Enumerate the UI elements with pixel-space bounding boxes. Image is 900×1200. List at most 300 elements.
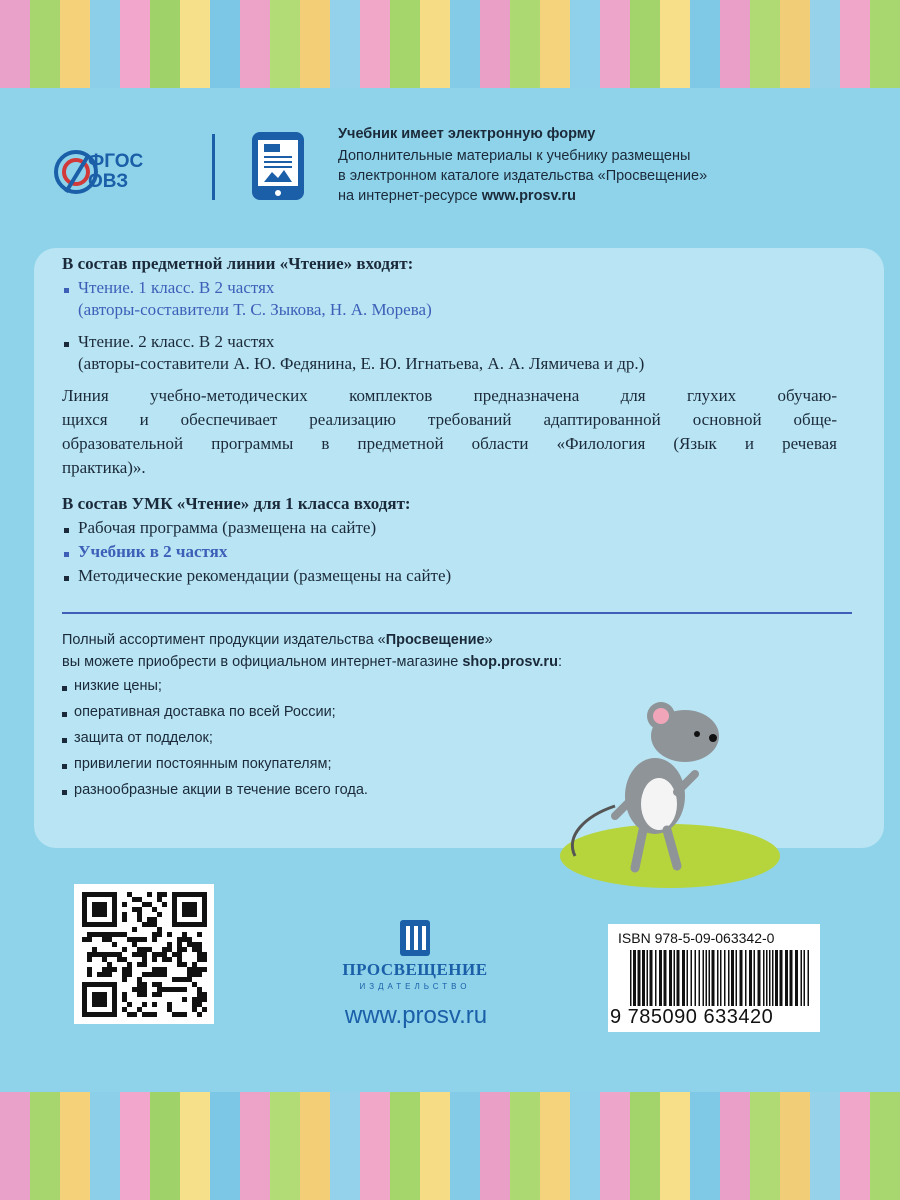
- fgos-line1: ФГОС: [88, 151, 144, 172]
- qr-module: [157, 982, 162, 987]
- qr-module: [102, 937, 107, 942]
- qr-module: [102, 932, 107, 937]
- barcode-bar: [647, 950, 649, 1006]
- stripe: [90, 1092, 120, 1200]
- qr-module: [167, 1002, 172, 1007]
- qr-module: [192, 967, 197, 972]
- stripe: [450, 0, 480, 88]
- qr-module: [182, 902, 197, 917]
- qr-module: [197, 967, 202, 972]
- stripe: [600, 1092, 630, 1200]
- qr-module: [162, 967, 167, 972]
- stripe: [810, 1092, 840, 1200]
- barcode-bar: [736, 950, 738, 1006]
- qr-module: [142, 972, 147, 977]
- qr-module: [137, 982, 142, 987]
- qr-module: [142, 1012, 147, 1017]
- stripe: [510, 0, 540, 88]
- barcode-bar: [808, 950, 810, 1006]
- stripe: [480, 1092, 510, 1200]
- barcode-bar: [706, 950, 708, 1006]
- qr-module: [137, 952, 142, 957]
- barcode-bar: [804, 950, 806, 1006]
- qr-module: [197, 1012, 202, 1017]
- qr-module: [162, 947, 167, 952]
- publisher-logo-icon: [330, 918, 500, 960]
- stripe: [0, 1092, 30, 1200]
- shop-url-link[interactable]: shop.prosv.ru: [462, 654, 558, 670]
- qr-module: [152, 907, 157, 912]
- qr-module: [107, 972, 112, 977]
- qr-module: [202, 1007, 207, 1012]
- barcode-bar: [795, 950, 798, 1006]
- qr-module: [92, 902, 107, 917]
- qr-module: [162, 902, 167, 907]
- qr-module: [102, 957, 107, 962]
- qr-module: [157, 897, 162, 902]
- umk-item-2: Учебник в 2 частях: [78, 542, 228, 561]
- qr-module: [197, 952, 202, 957]
- qr-module: [177, 937, 182, 942]
- stripe: [630, 1092, 660, 1200]
- qr-module: [142, 922, 147, 927]
- barcode-bar: [677, 950, 680, 1006]
- qr-module: [122, 977, 127, 982]
- qr-module: [142, 992, 147, 997]
- qr-module: [152, 957, 157, 962]
- qr-module: [177, 957, 182, 962]
- item2-authors: (авторы-составители А. Ю. Федянина, Е. Ю. Игнатьева, А. А. Лямичева и др.): [78, 354, 645, 373]
- qr-module: [197, 942, 202, 947]
- qr-module: [182, 1012, 187, 1017]
- stripe: [360, 0, 390, 88]
- bullet: [64, 288, 69, 293]
- stripe: [150, 1092, 180, 1200]
- stripe: [210, 0, 240, 88]
- qr-module: [192, 982, 197, 987]
- qr-module: [122, 932, 127, 937]
- barcode-bar: [790, 950, 793, 1006]
- qr-module: [137, 1007, 142, 1012]
- stripe: [420, 1092, 450, 1200]
- barcode-bar: [664, 950, 667, 1006]
- stripe: [120, 1092, 150, 1200]
- qr-module: [197, 957, 202, 962]
- barcode-bar: [801, 950, 803, 1006]
- qr-module: [177, 942, 182, 947]
- stripe: [720, 1092, 750, 1200]
- qr-module: [132, 1012, 137, 1017]
- qr-module: [122, 912, 127, 917]
- stripe: [510, 1092, 540, 1200]
- bottom-color-stripes: [0, 1092, 900, 1200]
- qr-module: [142, 937, 147, 942]
- stripe: [330, 1092, 360, 1200]
- qr-module: [162, 957, 167, 962]
- qr-module: [157, 967, 162, 972]
- qr-module: [152, 937, 157, 942]
- qr-code[interactable]: [74, 884, 214, 1024]
- stripe: [30, 0, 60, 88]
- qr-module: [137, 947, 142, 952]
- qr-module: [197, 987, 202, 992]
- bullet: [64, 342, 69, 347]
- stripe: [750, 1092, 780, 1200]
- eform-url-link[interactable]: www.prosv.ru: [481, 188, 577, 204]
- barcode-bar: [720, 950, 722, 1006]
- publisher-url-link[interactable]: www.prosv.ru: [344, 1002, 488, 1029]
- fgos-line2: ОВЗ: [88, 171, 129, 192]
- stripe: [450, 1092, 480, 1200]
- tablet-icon: [250, 130, 306, 202]
- qr-module: [187, 977, 192, 982]
- shop-item-3: защита от подделок;: [74, 730, 213, 746]
- stripe: [240, 1092, 270, 1200]
- stripe: [810, 0, 840, 88]
- qr-module: [117, 952, 122, 957]
- barcode-bar: [691, 950, 693, 1006]
- qr-module: [92, 992, 107, 1007]
- shop-line-1-text: Полный ассортимент продукции издательства «: [62, 632, 386, 648]
- shop-brand: Просвещение: [385, 632, 485, 648]
- qr-module: [152, 952, 157, 957]
- barcode-bar: [650, 950, 653, 1006]
- qr-module: [112, 967, 117, 972]
- stripe: [120, 0, 150, 88]
- mouse-illustration-icon: [555, 696, 785, 896]
- barcode-bar: [769, 950, 771, 1006]
- eform-line-3: [338, 188, 576, 204]
- shop-item-4: привилегии постоянным покупателям;: [74, 756, 332, 772]
- bullet: [64, 552, 69, 557]
- stripe: [780, 1092, 810, 1200]
- eform-line-3-text: на интернет-ресурсе: [338, 188, 482, 204]
- qr-module: [197, 1002, 202, 1007]
- stripe: [210, 1092, 240, 1200]
- stripe: [600, 0, 630, 88]
- shop-line-1: [62, 632, 493, 648]
- qr-module: [197, 932, 202, 937]
- qr-module: [157, 912, 162, 917]
- qr-module: [132, 942, 137, 947]
- qr-module: [127, 972, 132, 977]
- bullet: [64, 528, 69, 533]
- top-color-stripes: [0, 0, 900, 88]
- item1-title: Чтение. 1 класс. В 2 частях: [78, 278, 275, 297]
- qr-module: [147, 922, 152, 927]
- header: [0, 88, 900, 238]
- isbn-number: ISBN 978-5-09-063342-0: [618, 930, 775, 946]
- qr-module: [167, 957, 172, 962]
- stripe: [390, 0, 420, 88]
- qr-module: [182, 987, 187, 992]
- qr-module: [152, 932, 157, 937]
- stripe: [630, 0, 660, 88]
- stripe: [300, 1092, 330, 1200]
- barcode-bar: [780, 950, 783, 1006]
- umk-item-3: Методические рекомендации (размещены на сайте): [78, 566, 452, 585]
- barcode-bar: [772, 950, 774, 1006]
- qr-module: [142, 952, 147, 957]
- qr-module: [132, 897, 137, 902]
- qr-module: [132, 937, 137, 942]
- para-line-1: Линия учебно-методических комплектов предназначена для глухих обучаю-: [62, 386, 837, 405]
- stripe: [540, 1092, 570, 1200]
- qr-module: [192, 1002, 197, 1007]
- qr-module: [157, 987, 162, 992]
- barcode-bar: [749, 950, 752, 1006]
- fgos-label: [88, 152, 143, 192]
- qr-module: [122, 947, 127, 952]
- barcode-bars: [608, 950, 820, 1010]
- qr-module: [202, 997, 207, 1002]
- qr-module: [202, 992, 207, 997]
- qr-module: [132, 987, 137, 992]
- qr-module: [182, 962, 187, 967]
- qr-module: [192, 1007, 197, 1012]
- qr-module: [127, 892, 132, 897]
- shop-item-5: разнообразные акции в течение всего года.: [74, 782, 368, 798]
- barcode-bar: [775, 950, 778, 1006]
- stripe: [750, 0, 780, 88]
- qr-module: [187, 972, 192, 977]
- qr-module: [122, 902, 127, 907]
- qr-module: [152, 992, 157, 997]
- qr-module: [117, 932, 122, 937]
- qr-module: [142, 962, 147, 967]
- barcode-bar: [740, 950, 743, 1006]
- barcode-bar: [699, 950, 701, 1006]
- barcode-bar: [745, 950, 747, 1006]
- qr-module: [92, 932, 97, 937]
- qr-module: [177, 947, 182, 952]
- qr-module: [92, 952, 97, 957]
- qr-module: [147, 972, 152, 977]
- qr-module: [197, 992, 202, 997]
- qr-module: [137, 897, 142, 902]
- shop-item-2: оперативная доставка по всей России;: [74, 704, 336, 720]
- qr-module: [137, 917, 142, 922]
- stripe: [60, 1092, 90, 1200]
- barcode-bar: [758, 950, 761, 1006]
- qr-module: [122, 917, 127, 922]
- stripe: [60, 0, 90, 88]
- stripe: [870, 1092, 900, 1200]
- qr-module: [192, 972, 197, 977]
- bullet: [64, 576, 69, 581]
- shop-line-2-text: вы можете приобрести в официальном интернет-магазине: [62, 654, 463, 670]
- barcode-bar: [754, 950, 756, 1006]
- qr-module: [177, 977, 182, 982]
- barcode-bar: [728, 950, 730, 1006]
- qr-module: [137, 937, 142, 942]
- qr-module: [87, 957, 92, 962]
- qr-module: [122, 957, 127, 962]
- qr-module: [142, 1002, 147, 1007]
- barcode-bar: [682, 950, 685, 1006]
- qr-module: [102, 972, 107, 977]
- stripe: [690, 0, 720, 88]
- qr-module: [192, 962, 197, 967]
- qr-module: [137, 977, 142, 982]
- stripe: [570, 0, 600, 88]
- stripe: [870, 0, 900, 88]
- stripe: [540, 0, 570, 88]
- qr-module: [172, 977, 177, 982]
- stripe: [30, 1092, 60, 1200]
- qr-module: [177, 962, 182, 967]
- qr-module: [157, 892, 162, 897]
- barcode-bar: [687, 950, 689, 1006]
- qr-module: [132, 952, 137, 957]
- qr-module: [112, 932, 117, 937]
- back-cover: [0, 88, 900, 1092]
- publisher-subtitle: ИЗДАТЕЛЬСТВО: [359, 982, 471, 991]
- stripe: [270, 1092, 300, 1200]
- barcode: [608, 924, 820, 1032]
- barcode-bar: [717, 950, 719, 1006]
- qr-module: [197, 947, 202, 952]
- qr-module: [87, 937, 92, 942]
- qr-module: [87, 967, 92, 972]
- qr-module: [142, 987, 147, 992]
- qr-module: [172, 987, 177, 992]
- qr-module: [182, 947, 187, 952]
- qr-module: [167, 947, 172, 952]
- stripe: [0, 0, 30, 88]
- barcode-bar: [655, 950, 657, 1006]
- barcode-bar: [695, 950, 697, 1006]
- stripe: [360, 1092, 390, 1200]
- qr-module: [127, 1012, 132, 1017]
- qr-module: [132, 927, 137, 932]
- qr-module: [102, 967, 107, 972]
- qr-module: [157, 952, 162, 957]
- qr-module: [202, 952, 207, 957]
- line-title: В состав предметной линии «Чтение» входят:: [62, 254, 414, 273]
- barcode-bar: [669, 950, 672, 1006]
- qr-module: [157, 932, 162, 937]
- barcode-bar: [674, 950, 676, 1006]
- separator: [62, 612, 852, 614]
- stripe: [420, 0, 450, 88]
- stripe: [780, 0, 810, 88]
- qr-module: [147, 1012, 152, 1017]
- qr-module: [152, 982, 157, 987]
- qr-module: [197, 972, 202, 977]
- bullet: [62, 712, 67, 717]
- qr-module: [192, 997, 197, 1002]
- stripe: [690, 1092, 720, 1200]
- qr-module: [182, 997, 187, 1002]
- qr-module: [92, 947, 97, 952]
- qr-module: [162, 972, 167, 977]
- stripe: [840, 1092, 870, 1200]
- qr-module: [127, 937, 132, 942]
- qr-module: [107, 962, 112, 967]
- qr-module: [137, 992, 142, 997]
- qr-module: [122, 992, 127, 997]
- qr-module: [142, 902, 147, 907]
- stripe: [240, 0, 270, 88]
- qr-module: [182, 932, 187, 937]
- qr-module: [182, 977, 187, 982]
- qr-module: [122, 997, 127, 1002]
- qr-module: [202, 967, 207, 972]
- umk-item-1: Рабочая программа (размещена на сайте): [78, 518, 377, 537]
- shop-item-1: низкие цены;: [74, 678, 162, 694]
- qr-module: [107, 967, 112, 972]
- qr-module: [187, 967, 192, 972]
- publisher-name: ПРОСВЕЩЕНИЕ: [342, 960, 488, 979]
- qr-module: [202, 957, 207, 962]
- qr-module: [182, 937, 187, 942]
- barcode-bar: [633, 950, 636, 1006]
- qr-module: [177, 987, 182, 992]
- bullet: [62, 686, 67, 691]
- bullet: [62, 764, 67, 769]
- qr-module: [142, 947, 147, 952]
- stripe: [180, 1092, 210, 1200]
- qr-module: [82, 937, 87, 942]
- qr-module: [87, 952, 92, 957]
- qr-module: [172, 952, 177, 957]
- qr-module: [167, 932, 172, 937]
- eform-line-2: в электронном каталоге издательства «Просвещение»: [338, 168, 708, 184]
- bullet: [62, 738, 67, 743]
- qr-module: [137, 912, 142, 917]
- barcode-bar: [785, 950, 788, 1006]
- shop-line-1-end: »: [484, 632, 493, 648]
- barcode-bar: [638, 950, 641, 1006]
- qr-module: [127, 1002, 132, 1007]
- stripe: [660, 1092, 690, 1200]
- qr-module: [177, 952, 182, 957]
- para-line-4: практика)».: [62, 458, 146, 477]
- qr-module: [157, 927, 162, 932]
- qr-module: [187, 937, 192, 942]
- qr-module: [107, 932, 112, 937]
- item1-authors: (авторы-составители Т. С. Зыкова, Н. А. Морева): [78, 300, 432, 319]
- stripe: [330, 0, 360, 88]
- shop-line-2: [62, 654, 562, 670]
- divider: [212, 134, 215, 200]
- barcode-bar: [724, 950, 726, 1006]
- shop-line-2-end: :: [557, 654, 562, 670]
- qr-module: [162, 952, 167, 957]
- qr-module: [107, 937, 112, 942]
- qr-module: [117, 957, 122, 962]
- barcode-bar: [659, 950, 662, 1006]
- qr-module: [137, 962, 142, 967]
- stripe: [90, 0, 120, 88]
- qr-module: [192, 947, 197, 952]
- qr-module: [122, 972, 127, 977]
- stripe: [300, 0, 330, 88]
- barcode-bar: [709, 950, 711, 1006]
- qr-module: [127, 967, 132, 972]
- stripe: [570, 1092, 600, 1200]
- qr-module: [112, 952, 117, 957]
- stripe: [390, 1092, 420, 1200]
- qr-module: [87, 972, 92, 977]
- stripe: [180, 0, 210, 88]
- barcode-bar: [763, 950, 765, 1006]
- qr-module: [122, 967, 127, 972]
- qr-module: [102, 952, 107, 957]
- umk-title: В состав УМК «Чтение» для 1 класса входят:: [62, 494, 411, 513]
- stripe: [840, 0, 870, 88]
